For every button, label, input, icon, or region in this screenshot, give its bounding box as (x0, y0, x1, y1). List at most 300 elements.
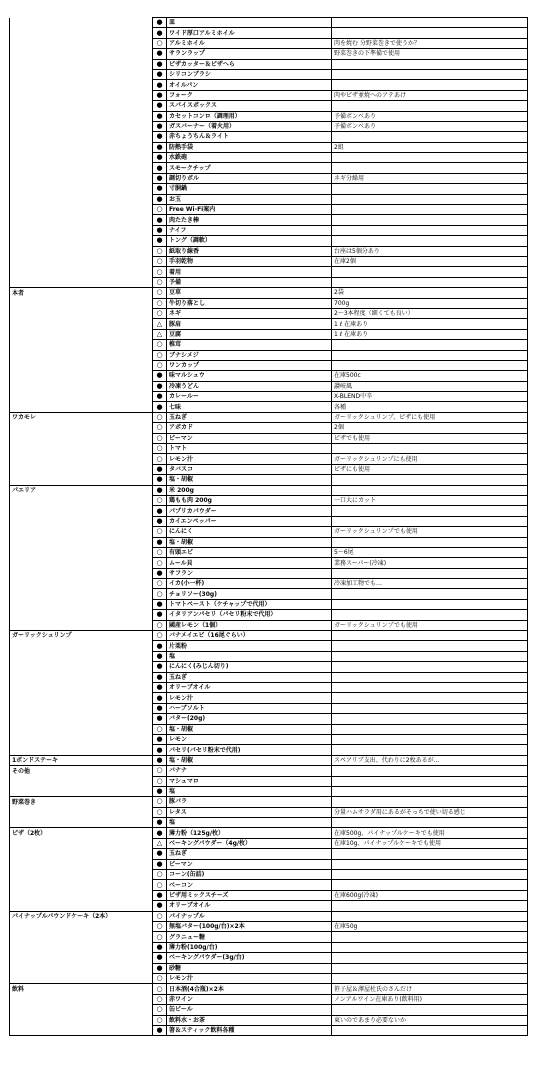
item-note: 在庫10g、パイナップルケーキでも使用 (332, 838, 528, 848)
table-row (10, 620, 528, 630)
item-note: 在庫50g (332, 921, 528, 931)
table-row (10, 942, 528, 952)
category-cell: パエリア (10, 485, 153, 495)
category-cell (10, 610, 153, 620)
status-mark: ● (153, 662, 167, 672)
item-name: フォーク (167, 90, 332, 100)
status-mark: ● (153, 1025, 167, 1035)
status-mark: ● (153, 537, 167, 547)
item-name: アルミホイル (167, 38, 332, 48)
item-name: 有頭エビ (167, 547, 332, 557)
item-note: 讃岐風 (332, 381, 528, 391)
item-note: スペアリブ支出、代わりに2枚あるが… (332, 755, 528, 765)
item-note (332, 932, 528, 942)
category-cell: パイナップルパウンドケーキ（2本） (10, 911, 153, 921)
category-cell (10, 28, 153, 38)
item-note (332, 672, 528, 682)
item-note: ノンアルワイン在庫あり(飲料用) (332, 994, 528, 1004)
item-note (332, 516, 528, 526)
item-note: 冷凍加工物でも… (332, 579, 528, 589)
status-mark: ● (153, 651, 167, 661)
status-mark: ○ (153, 766, 167, 776)
status-mark: ● (153, 184, 167, 194)
item-note (332, 194, 528, 204)
item-name: ピーマン (167, 859, 332, 869)
category-cell (10, 932, 153, 942)
category-cell (10, 173, 153, 183)
table-row (10, 973, 528, 983)
category-cell (10, 1015, 153, 1025)
status-mark: ● (153, 745, 167, 755)
table-row (10, 547, 528, 557)
status-mark: ○ (153, 631, 167, 641)
category-cell (10, 111, 153, 121)
item-note: ガーリックシュリンプでも使用 (332, 620, 528, 630)
item-note (332, 444, 528, 454)
table-row (10, 392, 528, 402)
item-name: お玉 (167, 194, 332, 204)
category-cell (10, 973, 153, 983)
category-cell (10, 745, 153, 755)
item-name: レモン (167, 734, 332, 744)
item-name: 紙取り線香 (167, 246, 332, 256)
item-name: 鶏もも肉 200g (167, 495, 332, 505)
item-name: にんにく (167, 527, 332, 537)
item-note (332, 101, 528, 111)
status-mark: ● (153, 714, 167, 724)
table-row (10, 111, 528, 121)
item-name: パプリカパウダー (167, 506, 332, 516)
table-row (10, 880, 528, 890)
item-name: 赤ワイン (167, 994, 332, 1004)
item-note (332, 537, 528, 547)
category-cell (10, 80, 153, 90)
item-note: 2組 (332, 142, 528, 152)
item-note (332, 163, 528, 173)
item-name: 缶ビール (167, 1005, 332, 1015)
category-cell (10, 734, 153, 744)
item-name: 米 200g (167, 485, 332, 495)
table-row (10, 599, 528, 609)
item-name: オイルパン (167, 80, 332, 90)
status-mark: ○ (153, 527, 167, 537)
table-row (10, 18, 528, 28)
item-note: 2個 (332, 423, 528, 433)
status-mark: ● (153, 506, 167, 516)
category-cell (10, 516, 153, 526)
item-note: 在庫500c (332, 371, 528, 381)
category-cell (10, 340, 153, 350)
item-name: 手羽乾物 (167, 256, 332, 266)
category-cell (10, 101, 153, 111)
category-cell (10, 69, 153, 79)
status-mark: ● (153, 890, 167, 900)
item-note (332, 599, 528, 609)
status-mark: ○ (153, 267, 167, 277)
status-mark: ● (153, 80, 167, 90)
item-name: 塩・胡椒 (167, 475, 332, 485)
status-mark: ● (153, 381, 167, 391)
item-name: 肉たたき棒 (167, 215, 332, 225)
item-note: 1 ℓ 在庫あり (332, 329, 528, 339)
status-mark: ○ (153, 412, 167, 422)
category-cell (10, 433, 153, 443)
status-mark: ○ (153, 340, 167, 350)
status-mark: ● (153, 755, 167, 765)
table-row (10, 849, 528, 859)
item-note (332, 132, 528, 142)
category-cell: 飲料 (10, 984, 153, 994)
item-name: 國産レモン（1個） (167, 620, 332, 630)
item-note: 在庫500g、パイナップルケーキでも使用 (332, 828, 528, 838)
item-note (332, 849, 528, 859)
status-mark: ○ (153, 444, 167, 454)
table-row (10, 703, 528, 713)
category-cell (10, 153, 153, 163)
item-note: ピザでも使用 (332, 433, 528, 443)
table-row (10, 142, 528, 152)
status-mark: ● (153, 641, 167, 651)
item-name: 牛切り落とし (167, 298, 332, 308)
item-name: 玉ねぎ (167, 672, 332, 682)
category-cell: ガーリックシュリンプ (10, 631, 153, 641)
item-note: 在庫2個 (332, 256, 528, 266)
status-mark: ● (153, 121, 167, 131)
item-note: 予備ボンベあり (332, 121, 528, 131)
item-name: 塩 (167, 818, 332, 828)
table-row (10, 59, 528, 69)
item-name: バター(20g) (167, 714, 332, 724)
item-name: トマト (167, 444, 332, 454)
table-row (10, 236, 528, 246)
status-mark: ● (153, 225, 167, 235)
item-note: 1 ℓ 在庫あり (332, 319, 528, 329)
table-row (10, 132, 528, 142)
status-mark: ● (153, 90, 167, 100)
status-mark: ● (153, 392, 167, 402)
item-note (332, 184, 528, 194)
item-note (332, 818, 528, 828)
item-note: 肉を焼む 分野菜巻きで使うか？ (332, 38, 528, 48)
checklist-body (10, 18, 528, 1036)
item-note (332, 59, 528, 69)
item-name: カレールー (167, 392, 332, 402)
status-mark: ● (153, 672, 167, 682)
item-note (332, 880, 528, 890)
status-mark: ● (153, 599, 167, 609)
status-mark: ○ (153, 932, 167, 942)
category-cell (10, 818, 153, 828)
category-cell (10, 225, 153, 235)
status-mark: ○ (153, 495, 167, 505)
item-note: 5～6尾 (332, 547, 528, 557)
status-mark: ● (153, 49, 167, 59)
category-cell (10, 464, 153, 474)
category-cell: ワカモレ (10, 412, 153, 422)
category-cell (10, 256, 153, 266)
status-mark: ● (153, 173, 167, 183)
category-cell (10, 537, 153, 547)
status-mark: ● (153, 610, 167, 620)
status-mark: ○ (153, 547, 167, 557)
item-name: 調切りボル (167, 173, 332, 183)
table-row (10, 921, 528, 931)
item-note: 700g (332, 298, 528, 308)
table-row (10, 215, 528, 225)
item-name: 箸＆スティック飲料各種 (167, 1025, 332, 1035)
table-row (10, 714, 528, 724)
item-note: 各種 (332, 402, 528, 412)
category-cell (10, 870, 153, 880)
status-mark: ○ (153, 360, 167, 370)
status-mark: ● (153, 142, 167, 152)
category-cell (10, 495, 153, 505)
table-row (10, 724, 528, 734)
status-mark: ● (153, 734, 167, 744)
item-note: 業務スーパー(冷凍) (332, 558, 528, 568)
table-row (10, 444, 528, 454)
item-name: 予備 (167, 277, 332, 287)
category-cell (10, 994, 153, 1004)
item-note (332, 693, 528, 703)
status-mark: ○ (153, 984, 167, 994)
table-row (10, 651, 528, 661)
status-mark: ● (153, 194, 167, 204)
item-name: 塩・胡椒 (167, 724, 332, 734)
item-name: 片栗粉 (167, 641, 332, 651)
item-note (332, 734, 528, 744)
table-row (10, 246, 528, 256)
table-row (10, 838, 528, 848)
table-row (10, 1015, 528, 1025)
item-name: スモークチップ (167, 163, 332, 173)
category-cell (10, 1005, 153, 1015)
category-cell (10, 859, 153, 869)
item-name: ワンカップ (167, 360, 332, 370)
table-row (10, 745, 528, 755)
status-mark: ○ (153, 277, 167, 287)
item-note (332, 641, 528, 651)
table-row (10, 537, 528, 547)
status-mark: ● (153, 215, 167, 225)
table-row (10, 683, 528, 693)
item-name: ワイド厚口アルミホイル (167, 28, 332, 38)
item-name: ピーマン (167, 433, 332, 443)
category-cell (10, 402, 153, 412)
table-row (10, 163, 528, 173)
table-row (10, 786, 528, 796)
status-mark: ○ (153, 350, 167, 360)
table-row (10, 662, 528, 672)
category-cell (10, 423, 153, 433)
item-name: 玉ねぎ (167, 849, 332, 859)
category-cell (10, 849, 153, 859)
category-cell (10, 693, 153, 703)
category-cell (10, 194, 153, 204)
status-mark: ● (153, 475, 167, 485)
item-note (332, 973, 528, 983)
status-mark: ○ (153, 454, 167, 464)
table-row (10, 797, 528, 807)
table-row (10, 360, 528, 370)
table-row (10, 194, 528, 204)
item-note (332, 205, 528, 215)
item-name: Free Wi-Fi案内 (167, 205, 332, 215)
item-note (332, 786, 528, 796)
status-mark: ● (153, 464, 167, 474)
table-row (10, 288, 528, 298)
table-row (10, 49, 528, 59)
status-mark: ● (153, 901, 167, 911)
table-row (10, 402, 528, 412)
category-cell (10, 1025, 153, 1035)
item-name: 防熱手袋 (167, 142, 332, 152)
item-name: アボカド (167, 423, 332, 433)
item-note: ガーリックシュリンプ、ピザにも使用 (332, 412, 528, 422)
item-note (332, 942, 528, 952)
category-cell (10, 506, 153, 516)
item-note (332, 475, 528, 485)
item-note (332, 225, 528, 235)
item-name: カイエンペッパー (167, 516, 332, 526)
table-row (10, 381, 528, 391)
table-row (10, 589, 528, 599)
item-note (332, 610, 528, 620)
item-note (332, 568, 528, 578)
status-mark: ● (153, 818, 167, 828)
item-name: 豆草 (167, 288, 332, 298)
table-row (10, 308, 528, 318)
item-name: レモン汁 (167, 454, 332, 464)
item-name: ハーブソルト (167, 703, 332, 713)
status-mark: ● (153, 942, 167, 952)
status-mark: ○ (153, 807, 167, 817)
item-name: イタリアンパセリ（パセリ粉末で代用） (167, 610, 332, 620)
item-name: レモン汁 (167, 973, 332, 983)
table-row (10, 963, 528, 973)
status-mark: ○ (153, 870, 167, 880)
status-mark: ○ (153, 298, 167, 308)
table-row (10, 734, 528, 744)
item-name: ガスバーナー（着火用） (167, 121, 332, 131)
item-note (332, 651, 528, 661)
category-cell (10, 163, 153, 173)
item-name: 飲料水・お茶 (167, 1015, 332, 1025)
table-row (10, 870, 528, 880)
item-note: ガーリックシュリンプにも使用 (332, 454, 528, 464)
item-note (332, 28, 528, 38)
item-name: グラニュー糖 (167, 932, 332, 942)
item-name: 冷凍うどん (167, 381, 332, 391)
category-cell (10, 267, 153, 277)
category-cell: 野菜巻き (10, 797, 153, 807)
category-cell (10, 444, 153, 454)
table-row (10, 298, 528, 308)
item-name: ムール貝 (167, 558, 332, 568)
item-name: サフラン (167, 568, 332, 578)
category-cell (10, 142, 153, 152)
category-cell (10, 890, 153, 900)
category-cell (10, 703, 153, 713)
table-row (10, 90, 528, 100)
status-mark: ● (153, 828, 167, 838)
status-mark: ● (153, 693, 167, 703)
item-note (332, 18, 528, 28)
category-cell (10, 371, 153, 381)
status-mark: ● (153, 101, 167, 111)
item-note (332, 1005, 528, 1015)
status-mark: ● (153, 59, 167, 69)
item-note (332, 277, 528, 287)
table-row (10, 225, 528, 235)
item-name: タバスコ (167, 464, 332, 474)
item-note (332, 963, 528, 973)
item-note (332, 662, 528, 672)
table-row (10, 38, 528, 48)
status-mark: ○ (153, 1015, 167, 1025)
table-row (10, 80, 528, 90)
item-name: パセリ(パセリ粉末で代用) (167, 745, 332, 755)
item-note (332, 797, 528, 807)
category-cell (10, 599, 153, 609)
item-note: ネギ分繰用 (332, 173, 528, 183)
item-note (332, 506, 528, 516)
status-mark: ● (153, 236, 167, 246)
item-note (332, 631, 528, 641)
item-name: レモン汁 (167, 693, 332, 703)
category-cell (10, 672, 153, 682)
item-name: 塩・胡椒 (167, 755, 332, 765)
table-row (10, 423, 528, 433)
table-row (10, 506, 528, 516)
checklist-table (9, 17, 528, 1036)
item-note (332, 859, 528, 869)
item-note: 分量ハムサラダ用にあるがそっちで使い切る感じ (332, 807, 528, 817)
category-cell (10, 714, 153, 724)
category-cell (10, 662, 153, 672)
status-mark: ● (153, 516, 167, 526)
item-name: 豆腐 (167, 329, 332, 339)
category-cell (10, 953, 153, 963)
status-mark: ○ (153, 1005, 167, 1015)
item-name: ナイフ (167, 225, 332, 235)
item-name: トマトペースト（ケチャップで代用） (167, 599, 332, 609)
table-row (10, 579, 528, 589)
category-cell (10, 184, 153, 194)
item-name: トング（調軟） (167, 236, 332, 246)
item-note (332, 714, 528, 724)
category-cell (10, 392, 153, 402)
status-mark: ○ (153, 205, 167, 215)
status-mark: ○ (153, 797, 167, 807)
item-name: ブナシメジ (167, 350, 332, 360)
category-cell (10, 568, 153, 578)
category-cell (10, 246, 153, 256)
status-mark: ○ (153, 911, 167, 921)
item-name: 豚肩 (167, 319, 332, 329)
table-row (10, 350, 528, 360)
item-name: ベーキングパウダー（4g/枚） (167, 838, 332, 848)
category-cell (10, 942, 153, 952)
item-name: 寸胴鍋 (167, 184, 332, 194)
item-note (332, 683, 528, 693)
category-cell (10, 620, 153, 630)
category-cell (10, 454, 153, 464)
status-mark: ● (153, 132, 167, 142)
category-cell: その他 (10, 766, 153, 776)
category-cell (10, 558, 153, 568)
item-note: 一口大にカット (332, 495, 528, 505)
